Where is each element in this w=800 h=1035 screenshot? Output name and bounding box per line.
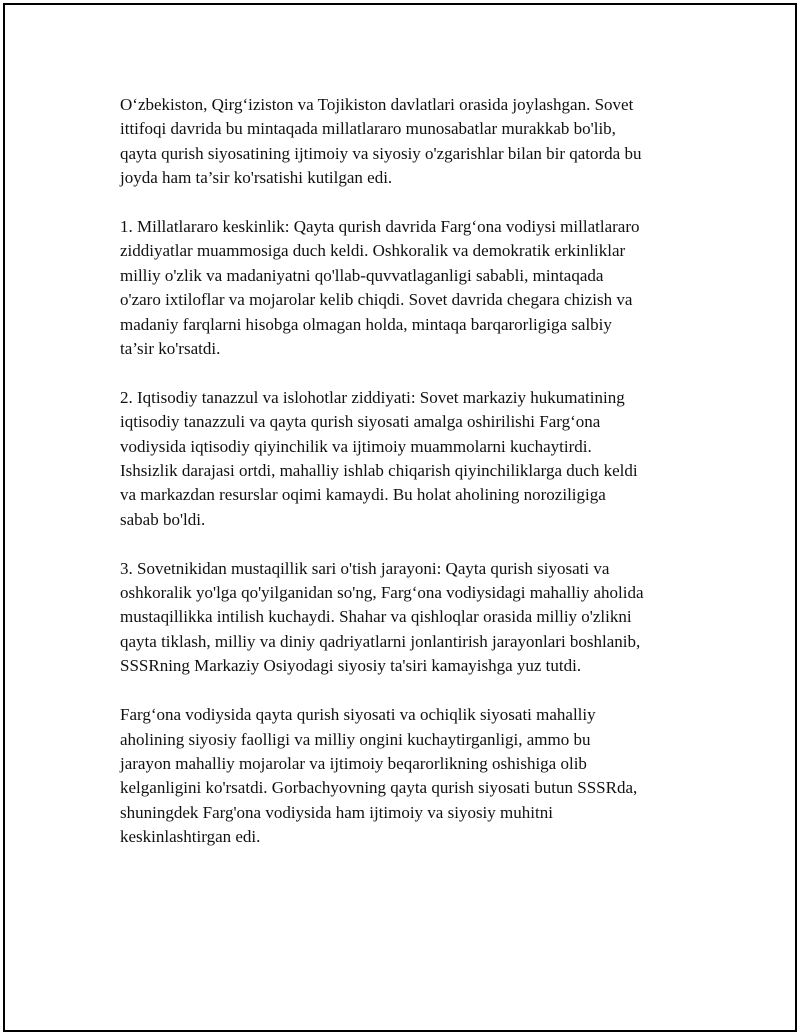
text-line: madaniy farqlarni hisobga olmagan holda, mintaqa barqarorligiga salbiy bbox=[120, 314, 612, 334]
text-line: shuningdek Farg'ona vodiysida ham ijtimoiy va siyosiy muhitni bbox=[120, 802, 553, 822]
text-line: joyda ham ta’sir ko'rsatishi kutilgan edi. bbox=[120, 168, 393, 188]
text-line: Farg‘ona vodiysida qayta qurish siyosati va ochiqlik siyosati mahalliy bbox=[120, 705, 596, 725]
document-body bbox=[120, 93, 705, 874]
point-2-paragraph bbox=[120, 386, 705, 532]
text-line: aholining siyosiy faolligi va milliy ongini kuchaytirganligi, ammo bu bbox=[120, 729, 591, 749]
point-3-paragraph bbox=[120, 557, 705, 679]
text-line: vodiysida iqtisodiy qiyinchilik va ijtimoiy muammolarni kuchaytirdi. bbox=[120, 436, 592, 456]
text-line: iqtisodiy tanazzuli va qayta qurish siyosati amalga oshirilishi Farg‘ona bbox=[120, 412, 601, 432]
text-line: O‘zbekiston, Qirg‘iziston va Tojikiston davlatlari orasida joylashgan. Sovet bbox=[120, 95, 634, 114]
text-line: keskinlashtirgan edi. bbox=[120, 827, 261, 847]
text-line: mustaqillikka intilish kuchaydi. Shahar va qishloqlar orasida milliy o'zlikni bbox=[120, 607, 632, 627]
conclusion-paragraph bbox=[120, 703, 705, 849]
text-line: 3. Sovetnikidan mustaqillik sari o'tish jarayoni: Qayta qurish siyosati va bbox=[120, 558, 610, 578]
text-line: va markazdan resurslar oqimi kamaydi. Bu holat aholining noroziligiga bbox=[120, 485, 606, 505]
text-line: ittifoqi davrida bu mintaqada millatlararo munosabatlar murakkab bo'lib, bbox=[120, 119, 616, 139]
text-line: jarayon mahalliy mojarolar va ijtimoiy beqarorlikning oshishiga olib bbox=[120, 753, 587, 773]
text-line: o'zaro ixtiloflar va mojarolar kelib chiqdi. Sovet davrida chegara chizish va bbox=[120, 290, 633, 310]
point-1-paragraph bbox=[120, 215, 705, 361]
text-line: kelganligini ko'rsatdi. Gorbachyovning qayta qurish siyosati butun SSSRda, bbox=[120, 778, 638, 798]
text-line: 2. Iqtisodiy tanazzul va islohotlar ziddiyati: Sovet markaziy hukumatining bbox=[120, 387, 625, 407]
text-line: ziddiyatlar muammosiga duch keldi. Oshkoralik va demokratik erkinliklar bbox=[120, 241, 626, 261]
text-line: qayta qurish siyosatining ijtimoiy va siyosiy o'zgarishlar bilan bir qatorda bu bbox=[120, 143, 642, 163]
page-frame bbox=[3, 3, 797, 1032]
text-line: ta’sir ko'rsatdi. bbox=[120, 339, 221, 359]
text-line: sabab bo'ldi. bbox=[120, 509, 206, 529]
text-line: milliy o'zlik va madaniyatni qo'llab-quvvatlaganligi sababli, mintaqada bbox=[120, 265, 604, 285]
intro-paragraph bbox=[120, 93, 705, 191]
text-line: SSSRning Markaziy Osiyodagi siyosiy ta'siri kamayishga yuz tutdi. bbox=[120, 656, 582, 676]
text-line: Ishsizlik darajasi ortdi, mahalliy ishlab chiqarish qiyinchiliklarga duch keldi bbox=[120, 461, 638, 481]
text-line: oshkoralik yo'lga qo'yilganidan so'ng, Farg‘ona vodiysidagi mahalliy aholida bbox=[120, 583, 644, 603]
text-line: qayta tiklash, milliy va diniy qadriyatlarni jonlantirish jarayonlari boshlanib, bbox=[120, 631, 641, 651]
text-line: 1. Millatlararo keskinlik: Qayta qurish davrida Farg‘ona vodiysi millatlararo bbox=[120, 217, 640, 237]
